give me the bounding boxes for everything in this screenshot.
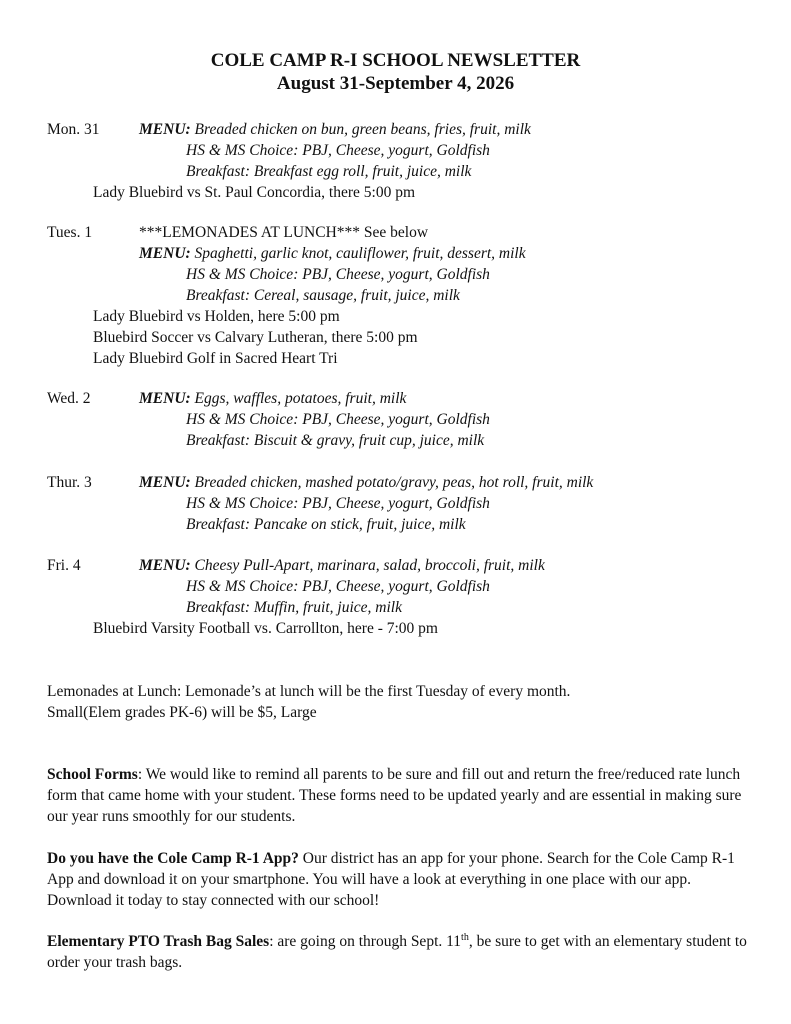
event-line: Bluebird Varsity Football vs. Carrollton, here - 7:00 pm	[93, 620, 438, 637]
choice-line: HS & MS Choice: PBJ, Cheese, yogurt, Goldfish	[186, 495, 490, 512]
menu-label: MENU:	[139, 245, 191, 262]
school-forms-section	[47, 764, 747, 827]
menu-label: MENU:	[139, 121, 191, 138]
app-body: Our district has an app for your phone. Search for the Cole Camp R-1 App and download it on your smartphone. You will have a look at everything in one place with our app. Download it today to stay connected with our school!	[47, 850, 735, 909]
breakfast-line: Breakfast: Cereal, sausage, fruit, juice, milk	[186, 287, 460, 304]
day-friday	[0, 555, 791, 639]
event-line: Lady Bluebird Golf in Sacred Heart Tri	[93, 350, 338, 367]
menu-line	[139, 243, 526, 264]
breakfast-line: Breakfast: Breakfast egg roll, fruit, juice, milk	[186, 163, 472, 180]
choice-line: HS & MS Choice: PBJ, Cheese, yogurt, Goldfish	[186, 578, 490, 595]
event-line: Lady Bluebird vs St. Paul Concordia, there 5:00 pm	[93, 184, 416, 201]
app-section	[47, 848, 747, 911]
pto-heading: Elementary PTO Trash Bag Sales	[47, 933, 270, 950]
app-heading: Do you have the Cole Camp R-1 App?	[47, 850, 299, 867]
day-label: Wed. 2	[47, 390, 91, 407]
menu-label: MENU:	[139, 474, 191, 491]
newsletter-dates: August 31-September 4, 2026	[276, 73, 515, 94]
choice-line: HS & MS Choice: PBJ, Cheese, yogurt, Goldfish	[186, 266, 490, 283]
menu-items: Cheesy Pull-Apart, marinara, salad, broccoli, fruit, milk	[194, 557, 545, 574]
day-label: Fri. 4	[47, 557, 81, 574]
breakfast-line: Breakfast: Biscuit & gravy, fruit cup, juice, milk	[186, 432, 485, 449]
school-forms-heading: School Forms	[47, 766, 138, 783]
menu-items: Breaded chicken on bun, green beans, fries, fruit, milk	[194, 121, 531, 138]
day-label: Mon. 31	[47, 121, 100, 138]
pto-body-b: , be sure to get with an elementary student to order your trash bags.	[47, 933, 747, 971]
menu-line	[139, 119, 531, 140]
day-tuesday	[0, 222, 791, 369]
event-line: Bluebird Soccer vs Calvary Lutheran, there 5:00 pm	[93, 329, 418, 346]
lemonades-line-1: Lemonades at Lunch: Lemonade’s at lunch will be the first Tuesday of every month.	[47, 683, 571, 700]
event-line: Lady Bluebird vs Holden, here 5:00 pm	[93, 308, 340, 325]
school-forms-body: : We would like to remind all parents to be sure and fill out and return the free/reduced rate lunch form that came home with your student. These forms need to be updated yearly and are essential in making sure our year runs smoothly for our students.	[47, 766, 742, 825]
menu-label: MENU:	[139, 390, 191, 407]
breakfast-line: Breakfast: Muffin, fruit, juice, milk	[186, 599, 402, 616]
choice-line: HS & MS Choice: PBJ, Cheese, yogurt, Goldfish	[186, 142, 490, 159]
menu-line	[139, 472, 593, 493]
day-label: Thur. 3	[47, 474, 92, 491]
menu-items: Eggs, waffles, potatoes, fruit, milk	[194, 390, 407, 407]
day-wednesday	[0, 388, 791, 451]
newsletter-title: COLE CAMP R-I SCHOOL NEWSLETTER	[210, 50, 581, 71]
menu-items: Breaded chicken, mashed potato/gravy, peas, hot roll, fruit, milk	[194, 474, 594, 491]
menu-line	[139, 388, 406, 409]
day-monday	[0, 119, 791, 203]
pto-superscript: th	[461, 931, 469, 943]
breakfast-line: Breakfast: Pancake on stick, fruit, juice, milk	[186, 516, 466, 533]
lemonade-notice: ***LEMONADES AT LUNCH*** See below	[139, 224, 429, 241]
menu-label: MENU:	[139, 557, 191, 574]
lemonades-section	[47, 681, 747, 723]
day-thursday	[0, 472, 791, 535]
pto-section	[47, 931, 747, 973]
choice-line: HS & MS Choice: PBJ, Cheese, yogurt, Goldfish	[186, 411, 490, 428]
pto-body-a: : are going on through Sept. 11	[269, 933, 462, 950]
menu-items: Spaghetti, garlic knot, cauliflower, fruit, dessert, milk	[194, 245, 526, 262]
lemonades-line-2: Small(Elem grades PK-6) will be $5, Large	[47, 704, 317, 721]
day-label: Tues. 1	[47, 224, 93, 241]
menu-line	[139, 555, 545, 576]
